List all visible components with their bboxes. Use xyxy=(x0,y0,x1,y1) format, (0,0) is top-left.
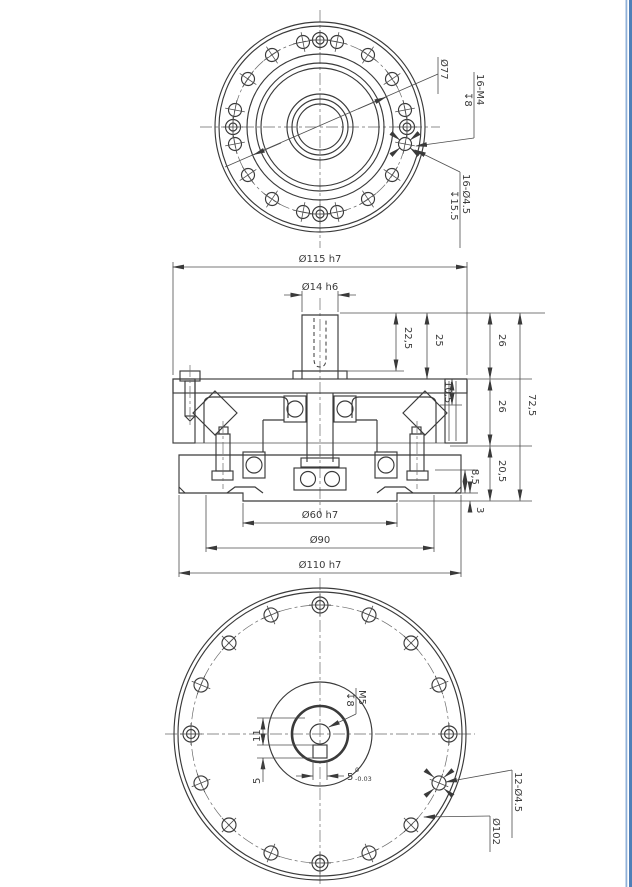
dim-text-77: Ø77 xyxy=(438,59,449,80)
bolt-circle-text: Ø102 xyxy=(490,818,501,845)
label-tapped-holes xyxy=(416,72,485,146)
dim-recess-dia: Ø90 xyxy=(309,535,331,546)
dim-shaft-len: 25 xyxy=(433,334,444,347)
dim-mid-height: 26 xyxy=(496,400,507,413)
keyway-tol-lower: -0.03 xyxy=(355,775,372,783)
through-holes-bottom-text: 12-Ø4.5 xyxy=(512,772,523,813)
dim-keyway-depth: 11 xyxy=(252,729,263,742)
through-holes-depth-text: ↧15.5 xyxy=(448,190,459,221)
keyway-tol-upper: 0 xyxy=(355,766,360,774)
dim-bottom-flange-dia: Ø110 h7 xyxy=(298,560,342,571)
center-tap-depth-text: ↧8 xyxy=(344,692,355,707)
mounting-screw-top-left xyxy=(180,365,200,428)
dim-total-height: 72,5 xyxy=(526,394,537,417)
dim-pilot-height: 3 xyxy=(474,507,485,514)
label-through-holes xyxy=(415,150,472,248)
dim-rim-step: 10,5 xyxy=(442,381,453,404)
dim-shaft-dia: Ø14 h6 xyxy=(301,282,339,293)
center-tap-text: M5 xyxy=(356,690,367,705)
dim-flange-thick: 8,5 xyxy=(469,469,480,485)
dim-upper-height: 26 xyxy=(496,334,507,347)
bottom-view xyxy=(165,578,524,887)
dim-pilot-dia: Ø60 h7 xyxy=(301,510,339,521)
tapped-holes-text: 16-M4 xyxy=(474,74,485,106)
dim-flange-dia: Ø115 h7 xyxy=(298,254,342,265)
left-rim xyxy=(173,379,195,443)
tapped-holes-depth-text: ↧8 xyxy=(462,92,473,107)
section-view xyxy=(173,253,545,577)
dim-keyway-len: 22,5 xyxy=(402,327,413,350)
window-border-right xyxy=(626,0,632,887)
section-dimensions xyxy=(173,253,545,577)
cross-roller-bearing-right xyxy=(403,391,447,435)
top-view xyxy=(200,10,485,248)
keyway xyxy=(313,745,327,758)
dim-keyway-offset: 5 xyxy=(252,777,263,784)
cross-roller-bearing-left xyxy=(193,391,237,435)
dim-keyway-width: 5 xyxy=(347,772,354,783)
label-center-tap xyxy=(329,688,367,727)
dim-lower-height: 20,5 xyxy=(496,460,507,483)
through-holes-text: 16-Ø4.5 xyxy=(460,174,471,215)
label-bolt-circle xyxy=(424,816,502,852)
